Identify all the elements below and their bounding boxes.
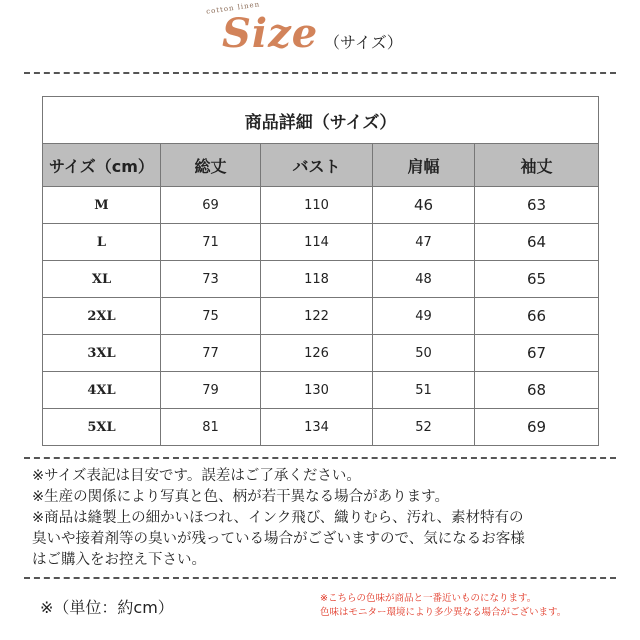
size-title: Size xyxy=(222,10,319,57)
cell-sleeve: 66 xyxy=(475,298,599,335)
brand-arc-text: cotton linen xyxy=(205,0,261,16)
cell-bust: 130 xyxy=(261,372,373,409)
cell-size: 4XL xyxy=(43,372,161,409)
cell-sleeve: 67 xyxy=(475,335,599,372)
cell-shoulder: 51 xyxy=(373,372,475,409)
divider-top xyxy=(24,72,616,74)
cell-length: 71 xyxy=(161,224,261,261)
cell-length: 77 xyxy=(161,335,261,372)
table-row xyxy=(43,335,599,372)
table-row xyxy=(43,224,599,261)
cell-shoulder: 50 xyxy=(373,335,475,372)
cell-length: 81 xyxy=(161,409,261,446)
divider-bottom xyxy=(24,577,616,579)
column-header-length: 総丈 xyxy=(161,144,261,187)
cell-size: 2XL xyxy=(43,298,161,335)
cell-size: M xyxy=(43,187,161,224)
cell-bust: 134 xyxy=(261,409,373,446)
size-table xyxy=(42,96,599,446)
cell-size: L xyxy=(43,224,161,261)
cell-shoulder: 52 xyxy=(373,409,475,446)
note-line: ※生産の関係により写真と色、柄が若干異なる場合があります。 xyxy=(32,489,449,505)
note-line: 臭いや接着剤等の臭いが残っている場合がございますので、気になるお客様 xyxy=(32,531,525,547)
cell-shoulder: 46 xyxy=(373,187,475,224)
cell-sleeve: 65 xyxy=(475,261,599,298)
table-row xyxy=(43,372,599,409)
cell-bust: 122 xyxy=(261,298,373,335)
color-note-line: 色味はモニター環境により多少異なる場合がございます。 xyxy=(320,607,567,618)
divider-middle xyxy=(24,457,616,459)
column-header-shoulder: 肩幅 xyxy=(373,144,475,187)
cell-bust: 114 xyxy=(261,224,373,261)
size-subtitle: （サイズ） xyxy=(324,33,403,52)
cell-shoulder: 48 xyxy=(373,261,475,298)
notes xyxy=(32,466,632,571)
table-row xyxy=(43,261,599,298)
table-row xyxy=(43,187,599,224)
table-row xyxy=(43,409,599,446)
cell-sleeve: 69 xyxy=(475,409,599,446)
cell-bust: 110 xyxy=(261,187,373,224)
cell-bust: 118 xyxy=(261,261,373,298)
column-header-sleeve: 袖丈 xyxy=(475,144,599,187)
cell-length: 73 xyxy=(161,261,261,298)
header xyxy=(0,0,640,72)
note-line: はご購入をお控え下さい。 xyxy=(32,552,206,568)
cell-sleeve: 64 xyxy=(475,224,599,261)
cell-shoulder: 49 xyxy=(373,298,475,335)
column-header-size: サイズ（cm） xyxy=(43,144,161,187)
cell-length: 79 xyxy=(161,372,261,409)
cell-sleeve: 63 xyxy=(475,187,599,224)
cell-shoulder: 47 xyxy=(373,224,475,261)
table-caption: 商品詳細（サイズ） xyxy=(43,97,599,144)
cell-size: 5XL xyxy=(43,409,161,446)
unit-note: ※（単位：約cm） xyxy=(40,598,174,617)
note-line: ※サイズ表記は目安です。誤差はご了承ください。 xyxy=(32,468,361,484)
table-row xyxy=(43,298,599,335)
color-note-line: ※こちらの色味が商品と一番近いものになります。 xyxy=(320,593,537,604)
cell-sleeve: 68 xyxy=(475,372,599,409)
color-notes xyxy=(320,592,632,620)
cell-length: 75 xyxy=(161,298,261,335)
column-header-bust: バスト xyxy=(261,144,373,187)
cell-size: XL xyxy=(43,261,161,298)
cell-bust: 126 xyxy=(261,335,373,372)
note-line: ※商品は縫製上の細かいほつれ、インク飛び、織りむら、汚れ、素材特有の xyxy=(32,510,524,526)
cell-size: 3XL xyxy=(43,335,161,372)
cell-length: 69 xyxy=(161,187,261,224)
table-header-row xyxy=(43,144,599,187)
